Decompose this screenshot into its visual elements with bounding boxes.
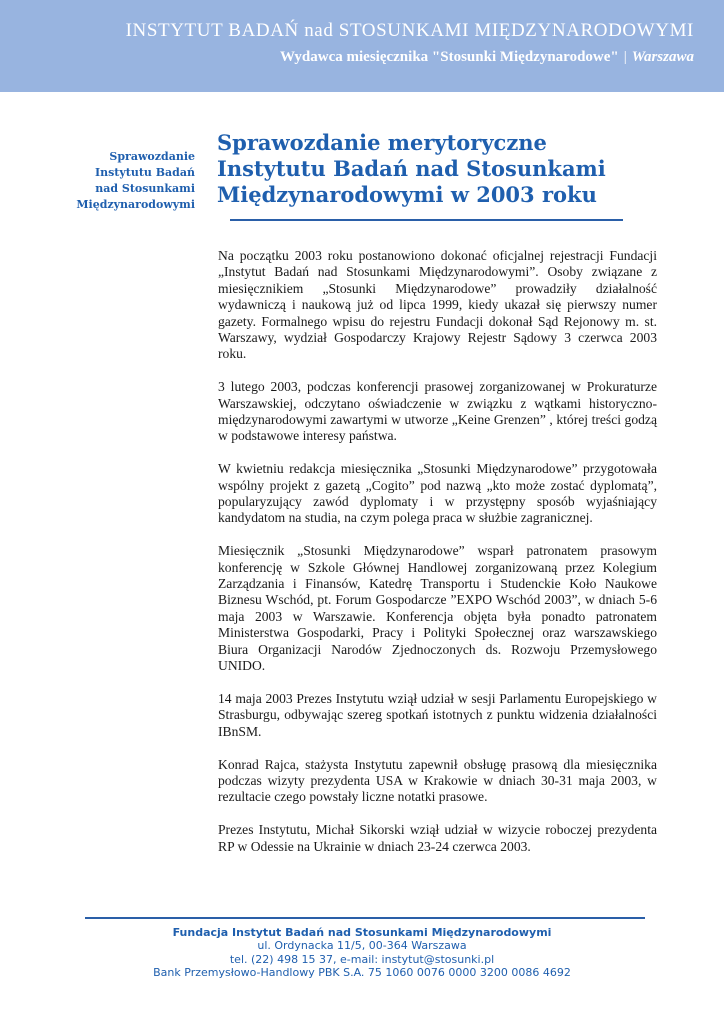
paragraph: Prezes Instytutu, Michał Sikorski wziął udział w wizycie roboczej prezydenta RP w Odessie na Ukrainie w dniach 23-24 czerwca 2003. <box>218 822 657 854</box>
publisher-line <box>280 49 694 66</box>
header-banner <box>0 0 724 92</box>
city-label: Warszawa <box>631 49 694 65</box>
footer-bank-account: Bank Przemysłowo-Handlowy PBK S.A. 75 1060 0076 0000 3200 0086 4692 <box>153 966 571 980</box>
paragraph: Miesięcznik „Stosunki Międzynarodowe” wsparł patronatem prasowym konferencję w Szkole Głównej Handlowej zorganizowaną przez Kolegium Zarządzania i Finansów, Katedrę Transportu i Studenckie Koło Naukowe Biznesu Wschód, pt. Forum Gospodarcze ”EXPO Wschód 2003”, w dniach 5-6 maja 2003 w Warszawie. Konferencja objęta była ponadto patronatem Ministerstwa Gospodarki, Pracy i Polityki Społecznej oraz warszawskiego Biura Organizacji Narodów Zjednoczonych ds. Rozwoju Przemysłowego UNIDO. <box>218 543 657 674</box>
paragraph: 3 lutego 2003, podczas konferencji prasowej zorganizowanej w Prokuraturze Warszawskiej, odczytano oświadczenie w związku z wątkami historyczno-międzynarodowymi zawartymi w utworze „Keine Grenzen” , której treści godzą w podstawowe interesy państwa. <box>218 379 657 444</box>
paragraph: 14 maja 2003 Prezes Instytutu wziął udział w sesji Parlamentu Europejskiego w Strasburgu, odbywając szereg spotkań istotnych z punktu widzenia działalności IBnSM. <box>218 690 657 739</box>
footer-divider <box>85 917 645 919</box>
title-line: Międzynarodowymi w 2003 roku <box>217 182 597 207</box>
side-label-line: nad Stosunkami <box>95 182 195 195</box>
side-label <box>65 149 195 213</box>
side-label-line: Międzynarodowymi <box>76 198 195 211</box>
side-label-line: Sprawozdanie <box>109 150 195 163</box>
paragraph: W kwietniu redakcja miesięcznika „Stosunki Międzynarodowe” przygotowała wspólny projekt z gazetą „Cogito” pod nazwą „kto może zostać dyplomatą”, popularyzujący zawód dyplomaty i w przystępny sposób wyjaśniający kandydatom na studia, na czym polega praca w służbie zagranicznej. <box>218 461 657 526</box>
institute-name: INSTYTUT BADAŃ nad STOSUNKAMI MIĘDZYNARODOWYMI <box>125 20 694 41</box>
footer-contact: tel. (22) 498 15 37, e-mail: instytut@stosunki.pl <box>229 952 495 966</box>
publisher-subtitle: Wydawca miesięcznika "Stosunki Międzynarodowe" <box>279 49 619 65</box>
page-title <box>217 130 657 208</box>
separator: | <box>623 49 627 65</box>
paragraph: Na początku 2003 roku postanowiono dokonać oficjalnej rejestracji Fundacji „Instytut Badań nad Stosunkami Międzynarodowymi”. Osoby związane z miesięcznikiem „Stosunki Międzynarodowe” prowadziły działalność wydawniczą i naukową już od lipca 1999, kiedy ukazał się pierwszy numer gazety. Formalnego wpisu do rejestru Fundacji dokonał Sąd Rejonowy m. st. Warszawy, wydział Gospodarczy Krajowy Rejestr Sądowy 3 czerwca 2003 roku. <box>218 248 657 362</box>
footer <box>0 926 724 980</box>
paragraph: Konrad Rajca, stażysta Instytutu zapewnił obsługę prasową dla miesięcznika podczas wizyty prezydenta USA w Krakowie w dniach 30-31 maja 2003, w rezultacie czego powstały liczne notatki prasowe. <box>218 756 657 805</box>
footer-org-name: Fundacja Instytut Badań nad Stosunkami Międzynarodowymi <box>172 926 552 939</box>
title-divider <box>230 219 623 221</box>
title-line: Sprawozdanie merytoryczne <box>217 130 547 155</box>
report-body <box>218 248 657 871</box>
footer-address: ul. Ordynacka 11/5, 00-364 Warszawa <box>257 939 467 953</box>
side-label-line: Instytutu Badań <box>94 166 195 179</box>
title-line: Instytutu Badań nad Stosunkami <box>217 156 606 181</box>
